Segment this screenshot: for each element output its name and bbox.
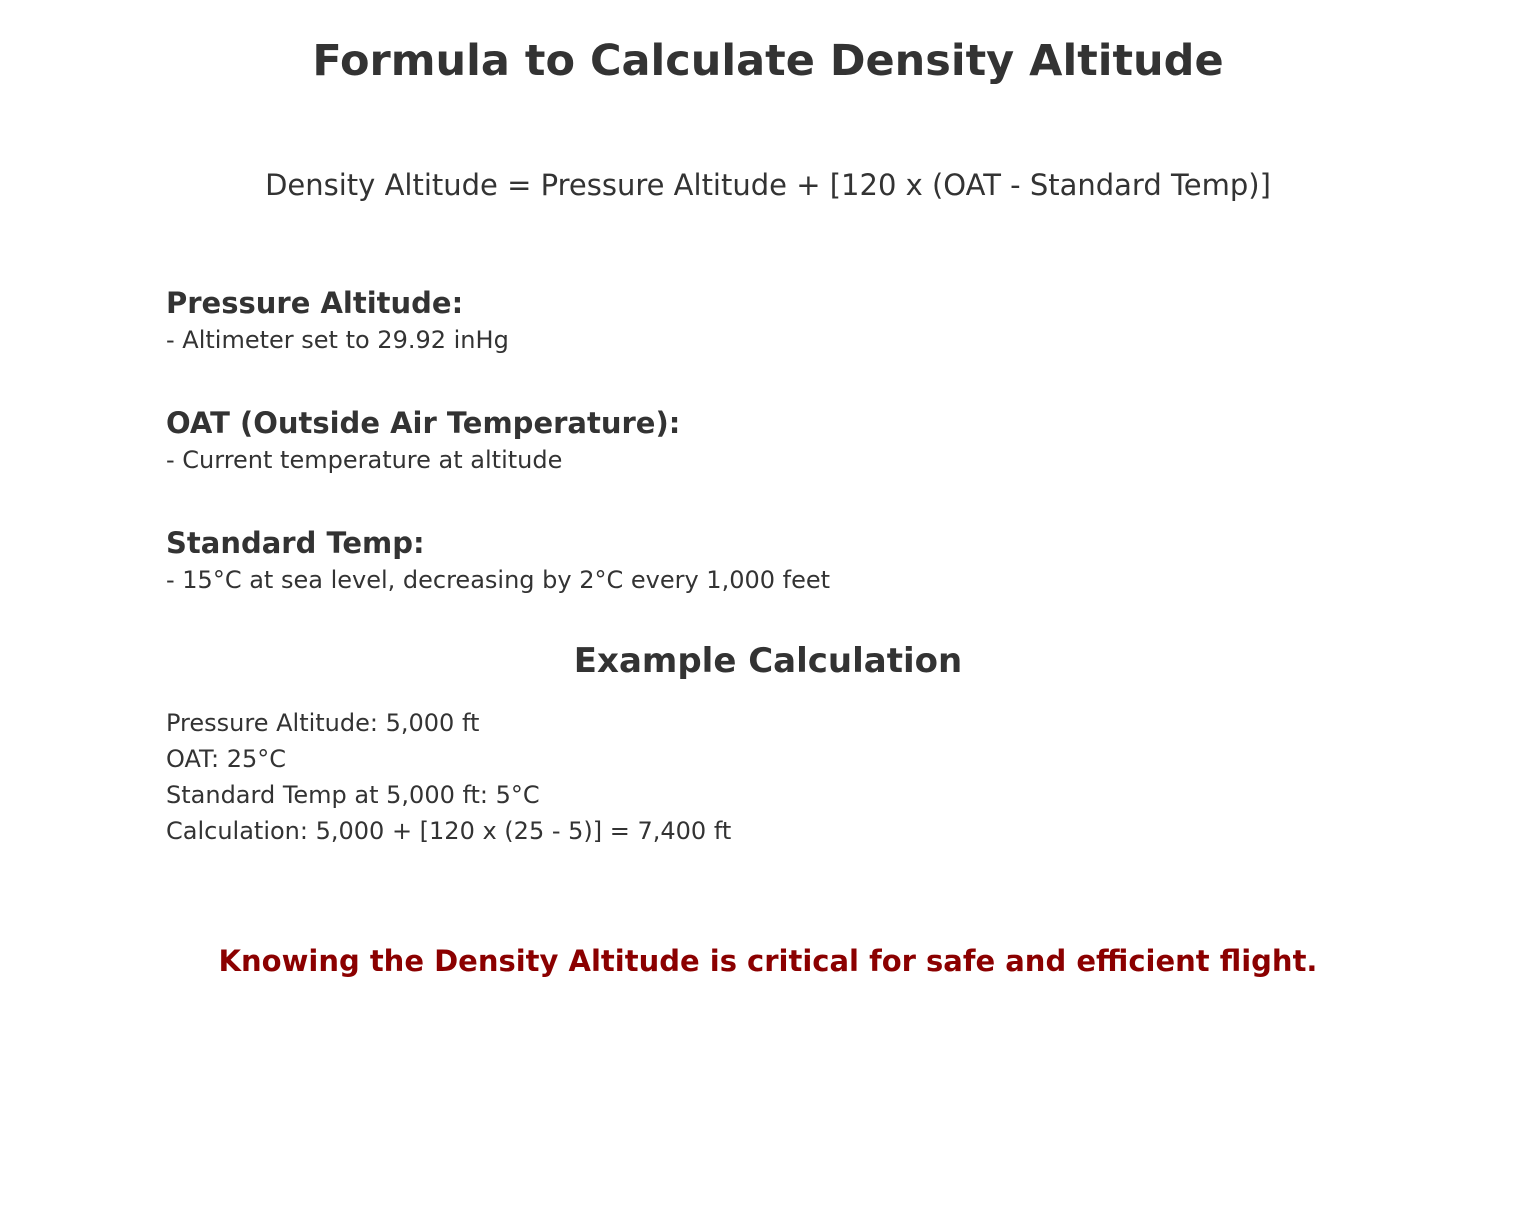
definition-pressure-altitude (166, 284, 1366, 404)
definitions-section (166, 284, 1366, 644)
definition-description: - Altimeter set to 29.92 inHg (166, 326, 509, 354)
definition-oat (166, 404, 1366, 524)
definition-term: Standard Temp: (166, 526, 425, 560)
example-line: Calculation: 5,000 + [120 x (25 - 5)] = 7,400 ft (166, 817, 732, 845)
example-line: Pressure Altitude: 5,000 ft (166, 709, 480, 737)
definition-description: - Current temperature at altitude (166, 446, 563, 474)
example-line: Standard Temp at 5,000 ft: 5°C (166, 781, 540, 809)
page-title: Formula to Calculate Density Altitude (312, 36, 1224, 86)
definition-standard-temp (166, 524, 1366, 644)
example-heading: Example Calculation (573, 641, 963, 681)
conclusion-note: Knowing the Density Altitude is critical for safe and efficient flight. (218, 944, 1318, 978)
example-line: OAT: 25°C (166, 745, 287, 773)
example-calculation-list (166, 705, 1366, 849)
definition-description: - 15°C at sea level, decreasing by 2°C every 1,000 feet (166, 566, 831, 594)
definition-term: Pressure Altitude: (166, 286, 464, 320)
density-altitude-formula: Density Altitude = Pressure Altitude + [120 x (OAT - Standard Temp)] (265, 168, 1271, 202)
definition-term: OAT (Outside Air Temperature): (166, 406, 681, 440)
